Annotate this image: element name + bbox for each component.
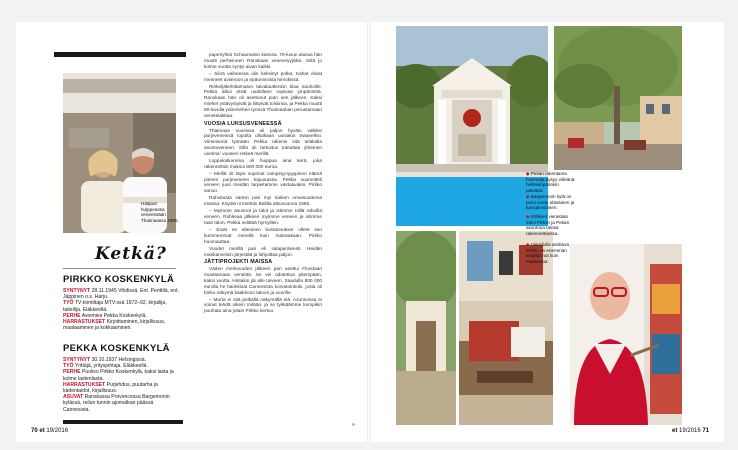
paragraph: Loppukulkureina oli huippua aina kerä, joka rakennettiin maksoi 800 000 euroa. <box>204 158 322 170</box>
value: Yrittäjä, yritysjohtaja. Eläkkeellä. <box>74 363 148 370</box>
photo-caption: Hääpari hulppeassa veneessään Thaimaassa 1995. <box>141 201 179 223</box>
paragraph: – Meillä oli täysi sopimat camping-tyyppinen elämä pienen purjeveneen kajuutassa. Pekka suunnitteli veneen juuri meidän tarpeitamme vastaavaksi, Pirkko sanoo. <box>204 171 322 195</box>
folio-right <box>672 428 709 434</box>
paragraph: puperiyhtiö Schaumanin kanssa. 70-luvun alussa hän muutti perheineen Ranskaan veneenyyjäksi. Siitä jo kolme vuotta syntyi aivan kaikki. <box>204 53 322 70</box>
paragraph: Rinkeljäkehittamaton taivalauttenkin tilaa nauhoille. Pekka alkoi etsiä uudelleen sopivaa ympäristöä. Ranskaan hän oli asettunut pian sen jälkeen. Kaksi miehet ystävystyivät ja liittyivät toisiinsa, ja Pekka muutti 80-luvulla ydinmiehen työnsä Thaimaahan perustamaan venetelakkaa. <box>204 84 323 119</box>
label: SYNTYNYT <box>63 288 91 294</box>
guesthouse-drawing <box>396 231 456 425</box>
paragraph: Rahoitusta varten pari myi kaiken omaisuutensa maissa. Köyden irrotettiin Balilta alkuvuonna 1996. <box>204 196 322 208</box>
label: TYÖ <box>63 363 74 370</box>
bullet-icon: ◆ <box>526 214 530 219</box>
person1-bio <box>63 288 181 331</box>
page-number: 70 <box>31 428 38 434</box>
value: TV-toimittaja MTV:ssä 1972–92, kirjailija, taiteilija. Eläkkeellä. <box>63 300 167 313</box>
label: PERHE <box>63 312 81 319</box>
folio-left <box>31 428 68 434</box>
bullet-icon: ◆ <box>526 171 530 176</box>
bullet-icon: ◆ <box>526 242 530 247</box>
photo-guesthouse <box>396 231 456 425</box>
label: TYÖ <box>63 300 74 307</box>
caption-text: Bargemonin kylä on pieni mutta eläväinen ja kansainvälinen. <box>526 194 575 211</box>
caption-gazebo <box>526 171 576 193</box>
label: HARRASTUKSET <box>63 319 106 326</box>
paragraph: – Eivät ne elämisen kustannukset olleet sen kummemmat merellä kuin maissakaan, Pirkko huomauttaa. <box>204 227 322 245</box>
paragraph: – Siinä vaiheessa olin keksinyt polka. Kahat olivat menneet aviieroon ja epäonnisista himokissä. <box>204 71 322 83</box>
value: 28.11.1945 Vihdissä. Ent. Penttilä, ent. Jäppinen o.s. Harju. <box>63 288 179 301</box>
value: 30.10.1937 Helsingissä. <box>91 357 146 363</box>
paragraph: – Murta ei sitä pelkällä näkymällä elä. Asunnossa ei voinut tehdä oikein mitään, ja se tykkäämme kumpikin puuhata aina jotain Pirkko kertoo. <box>204 297 322 315</box>
person2-bio <box>63 357 181 413</box>
paragraph: – Myimme asunnot ja talot ja istimme niillä rahoilla veneen. Rohkeaa jälkeen myimme veneen ja istimme taas talon, Pekka selittää hymyillen. <box>204 209 322 226</box>
value: Kirjoittaminen, kirjallisuus, maalaaminen ja kokkaaminen. <box>63 319 166 332</box>
caption-text: Vierailulla aloittava Pirkko on enemmän kirjailija nut kuin maalannut. <box>526 242 570 264</box>
kuka-heading: Ketkä? <box>95 244 167 264</box>
village-drawing <box>554 26 682 170</box>
photo-painter <box>570 244 682 425</box>
paragraph: Väden meritvuoden jälkeen pari asettui Floridaan muuttamaan veneittä. Se vei odotettua pitempään, kaksi vuotta. Hintakin jäi alle toiveen. Saadulla 500 000 eurolla he hankkivat Cannesista korvatoinkoki, josta oli biirko näkymä kaakkoon taloon ja vuorille. <box>204 267 322 296</box>
photo-village <box>554 26 682 170</box>
label: SYNTYNYT <box>63 357 91 363</box>
caption-text: Erillinen vierastalo toimi Pirkon ja Pekan asuntona talosa rakennettaessa. <box>526 214 570 236</box>
top-rule <box>54 52 186 57</box>
value: Aviomies Pekka Koskenkylä. <box>81 312 147 319</box>
caption-painter <box>526 242 576 264</box>
bullet-icon: ◆ <box>526 194 530 199</box>
label: HARRASTUKSET <box>63 381 106 388</box>
magazine-name: et <box>672 428 678 434</box>
painter-drawing <box>570 244 682 425</box>
issue: 19/2016 <box>679 428 701 434</box>
gutter <box>367 22 371 442</box>
bottom-rule <box>63 420 183 424</box>
article-column <box>204 53 322 316</box>
person2-name: PEKKA KOSKENKYLÄ <box>63 343 170 354</box>
person1-name: PIRKKO KOSKENKYLÄ <box>63 274 175 285</box>
label: ASUVAT <box>63 394 84 401</box>
magazine-name: et <box>39 428 45 434</box>
paragraph: Thaimaan vuosissa oli paljon hyvää, valkkei purjeveneissä lopulta ollutkaan uusiakoi Swanelksi. Viimeisenä työnään Pekka rakensi sitä telakalla asuntoveneen. Sillä oli tarkoitus toteuttaa yhteinen unelma: vuosien retkeä merillä. <box>204 128 322 157</box>
issue: 19/2016 <box>46 428 69 434</box>
divider <box>63 268 176 269</box>
subheading-luksus: VUOSIA LUKSUSVENEESSÄ <box>204 120 282 127</box>
value: Puoliso Pirkko Koskenkylä, kaksi lasta ja kolme lastenlasta. <box>63 369 174 382</box>
label: PERHE <box>63 369 81 376</box>
value: Ranskassa Provencessa Bargemonin kylässä, reilun tunnin ajomatkan päässä Cannesista. <box>63 394 170 413</box>
value: Purjehdus, puutarha ja kädentaidot, kirjallisuus. <box>63 381 158 395</box>
caption-guesthouse <box>526 214 576 236</box>
paragraph: Vuodet merillä pari eli salaperäisesti. Heidän marikanvesiin järjestää ja lahjoittaa paljon. <box>204 246 322 258</box>
subheading-jatti: JÄTTIPROJEKTI MAISSA <box>204 259 273 266</box>
caption-village <box>526 194 576 211</box>
continue-arrow: » <box>352 422 355 428</box>
page-number: 71 <box>702 428 710 434</box>
caption-text: Pekan rakentama huvimaja pysyy viileänä helteisinpäänkin päivänä. <box>526 171 575 193</box>
